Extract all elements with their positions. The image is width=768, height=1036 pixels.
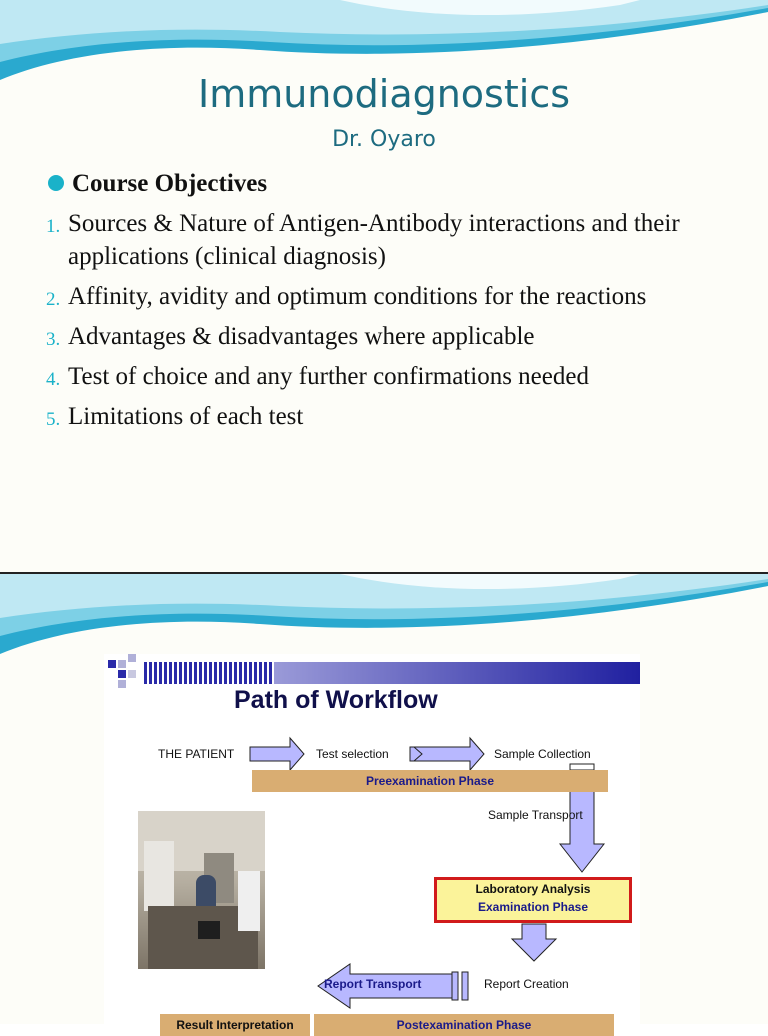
item-text: Sources & Nature of Antigen-Antibody interactions and their applications (clinical diagnosis) — [68, 210, 680, 270]
list-item — [46, 360, 746, 393]
laboratory-analysis-box — [434, 877, 632, 923]
laboratory-analysis-label: Laboratory Analysis — [475, 882, 591, 896]
header-wave-decoration — [0, 574, 768, 654]
item-text: Limitations of each test — [68, 403, 304, 430]
preexamination-phase-bar: Preexamination Phase — [252, 770, 608, 792]
patient-label: THE PATIENT — [158, 747, 235, 761]
laboratory-photo — [138, 811, 265, 969]
bullet-dot-icon — [48, 175, 64, 191]
bullet-heading: Course Objectives — [72, 170, 268, 197]
list-item — [46, 207, 746, 273]
item-text: Advantages & disadvantages where applicable — [68, 323, 535, 350]
workflow-diagram-image — [104, 654, 640, 1032]
item-text: Test of choice and any further confirmations needed — [68, 363, 589, 390]
report-transport-label: Report Transport — [324, 977, 422, 991]
slide-title: Immunodiagnostics — [197, 72, 571, 116]
sample-transport-label: Sample Transport — [488, 808, 583, 822]
slide-workflow — [0, 574, 768, 1032]
diagram-title: Path of Workflow — [234, 686, 438, 714]
objectives-list — [46, 207, 746, 440]
list-item — [46, 400, 746, 433]
slide-subtitle: Dr. Oyaro — [332, 127, 436, 152]
list-item — [46, 320, 746, 353]
report-creation-label: Report Creation — [484, 977, 569, 991]
test-selection-label: Test selection — [316, 747, 389, 761]
list-item — [46, 280, 746, 313]
sample-collection-label: Sample Collection — [494, 747, 591, 761]
header-wave-decoration — [0, 0, 768, 80]
item-text: Affinity, avidity and optimum conditions for the reactions — [68, 283, 647, 310]
item-number: 1. — [46, 216, 61, 237]
item-number: 4. — [46, 369, 61, 390]
item-number: 2. — [46, 289, 61, 310]
item-number: 3. — [46, 329, 61, 350]
examination-phase-label: Examination Phase — [477, 900, 589, 914]
postexamination-phase-bar: Postexamination Phase — [314, 1014, 614, 1036]
result-interpretation-bar: Result Interpretation — [160, 1014, 310, 1036]
item-number: 5. — [46, 409, 61, 430]
